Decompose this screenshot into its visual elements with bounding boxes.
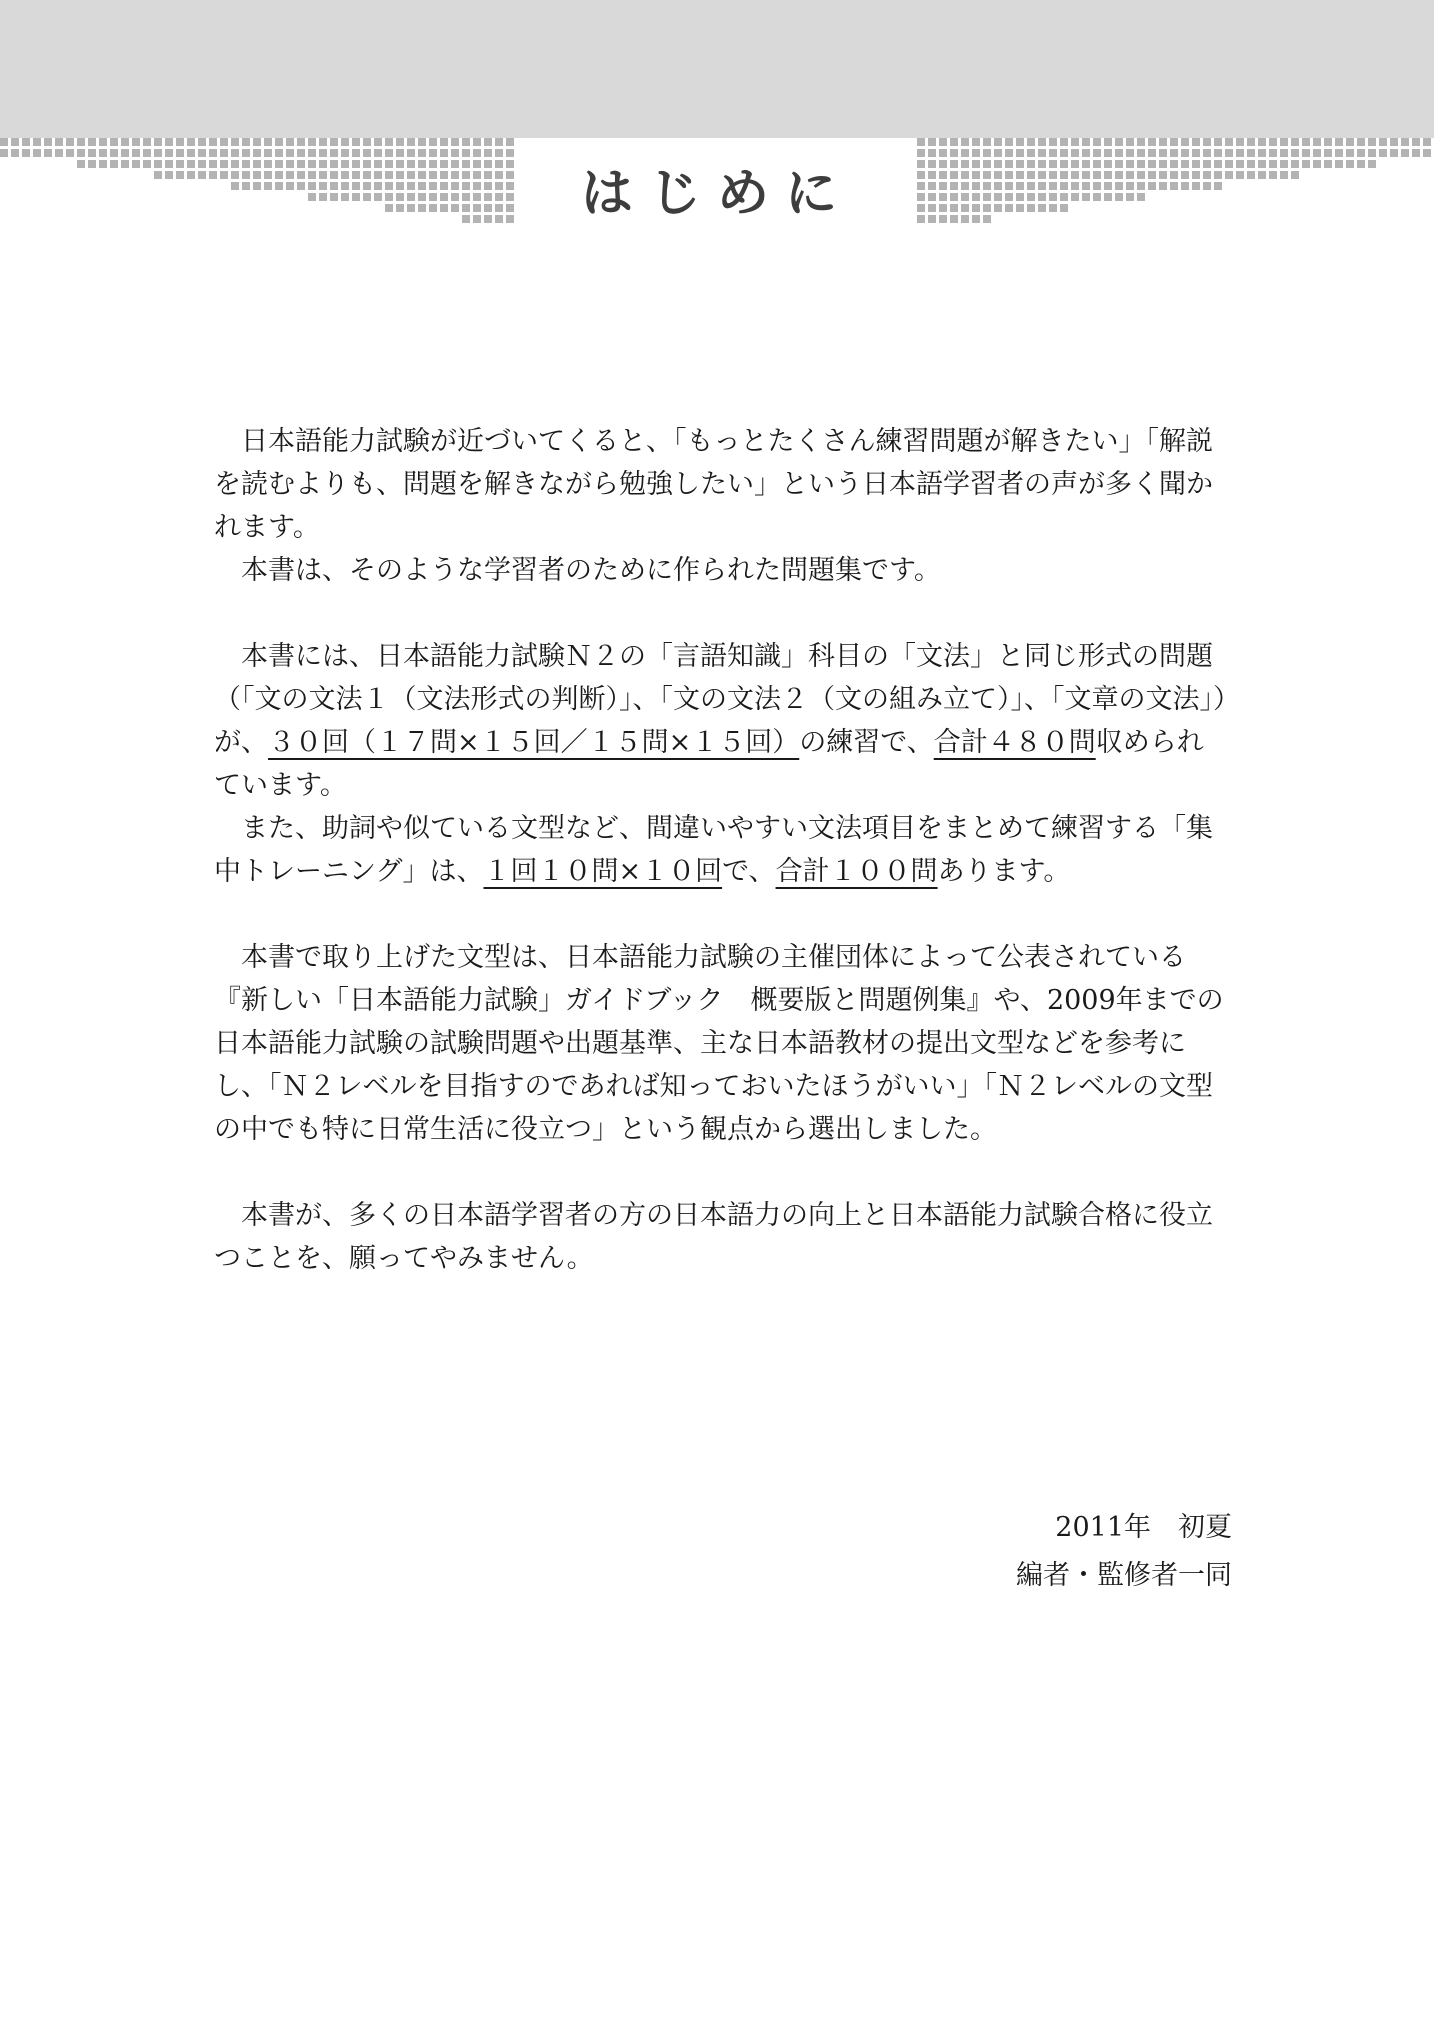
dot-cell <box>1379 138 1387 146</box>
dot-cell <box>961 138 969 146</box>
dot-cell <box>1060 138 1068 146</box>
text-run: 日本語能力試験が近づいてくると、「もっとたくさん練習問題が解きたい」「解説を読むよりも、問題を解きながら勉強したい」という日本語学習者の声が多く聞かれます。 <box>214 426 1213 543</box>
dot-cell <box>154 138 162 146</box>
dot-cell <box>165 138 173 146</box>
paragraph <box>214 549 1230 592</box>
dot-cell <box>308 138 316 146</box>
text-run: また、助詞や似ている文型など、間違いやすい文法項目をまとめて練習する「集中トレーニング」は、 <box>214 813 1213 887</box>
signature-author: 編者・監修者一同 <box>1016 1560 1232 1591</box>
dot-cell <box>440 138 448 146</box>
paragraph <box>214 420 1230 549</box>
dot-cell <box>1126 138 1134 146</box>
dot-cell <box>1082 138 1090 146</box>
paragraph-spacer <box>214 1151 1230 1194</box>
dot-cell <box>983 138 991 146</box>
dot-cell <box>506 138 514 146</box>
paragraph <box>214 635 1230 807</box>
dot-cell <box>1016 138 1024 146</box>
dot-cell <box>1038 138 1046 146</box>
dot-cell <box>451 138 459 146</box>
text-run: 本書で取り上げた文型は、日本語能力試験の主催団体によって公表されている『新しい「日本語能力試験」ガイドブック 概要版と問題例集』や、2009年までの日本語能力試験の試験問題や出題基準、主な日本語教材の提出文型などを参考にし、「Ｎ２レベルを目指すのであれば知っておいたほうがいい」「Ｎ２レベルの文型の中でも特に日常生活に役立つ」という観点から選出しました。 <box>214 942 1224 1145</box>
dot-cell <box>99 138 107 146</box>
dot-cell <box>88 138 96 146</box>
dot-cell <box>928 138 936 146</box>
paragraph <box>214 936 1230 1151</box>
dot-cell <box>1346 138 1354 146</box>
dot-cell <box>198 138 206 146</box>
dot-cell <box>1005 138 1013 146</box>
dot-cell <box>1181 138 1189 146</box>
body-text <box>214 420 1230 1280</box>
dot-cell <box>1390 138 1398 146</box>
dot-cell <box>341 138 349 146</box>
page-title: はじめに <box>580 164 853 224</box>
dot-cell <box>1027 138 1035 146</box>
dot-cell <box>77 138 85 146</box>
dot-cell <box>1192 138 1200 146</box>
dot-cell <box>1313 138 1321 146</box>
paragraph-spacer <box>214 592 1230 635</box>
paragraph <box>214 1194 1230 1280</box>
dot-cell <box>374 138 382 146</box>
dot-cell <box>1291 138 1299 146</box>
signature-date: 2011年 初夏 <box>1055 1512 1232 1543</box>
dot-cell <box>11 138 19 146</box>
header-band <box>0 0 1434 138</box>
underlined-text: １回１０問×１０回 <box>483 856 723 887</box>
dot-cell <box>972 138 980 146</box>
dot-cell <box>1324 138 1332 146</box>
dot-cell <box>297 138 305 146</box>
dot-cell <box>1049 138 1057 146</box>
dot-cell <box>1335 138 1343 146</box>
dot-cell <box>121 138 129 146</box>
dot-cell <box>1423 138 1431 146</box>
text-run: 本書は、そのような学習者のために作られた問題集です。 <box>241 555 941 586</box>
dot-cell <box>231 138 239 146</box>
dot-cell <box>253 138 261 146</box>
dot-cell <box>939 138 947 146</box>
dot-cell <box>66 138 74 146</box>
dot-cell <box>0 138 8 146</box>
dot-cell <box>132 138 140 146</box>
dot-cell <box>330 138 338 146</box>
dot-cell <box>418 138 426 146</box>
dot-cell <box>917 138 925 146</box>
dot-cell <box>220 138 228 146</box>
underlined-text: 合計１００問 <box>775 856 938 887</box>
signature <box>1016 1504 1232 1600</box>
dot-cell <box>1269 138 1277 146</box>
dot-cell <box>1280 138 1288 146</box>
dot-cell <box>363 138 371 146</box>
dot-cell <box>1247 138 1255 146</box>
text-run: 収められています。 <box>214 727 1204 801</box>
dot-cell <box>1368 138 1376 146</box>
dot-cell <box>396 138 404 146</box>
dot-cell <box>1258 138 1266 146</box>
dot-cell <box>385 138 393 146</box>
dot-cell <box>1214 138 1222 146</box>
dot-cell <box>994 138 1002 146</box>
dot-cell <box>143 138 151 146</box>
dot-cell <box>1357 138 1365 146</box>
dot-cell <box>44 138 52 146</box>
paragraph <box>214 807 1230 893</box>
dot-cell <box>1401 138 1409 146</box>
dot-cell <box>110 138 118 146</box>
dot-cell <box>473 138 481 146</box>
dot-cell <box>352 138 360 146</box>
dot-cell <box>187 138 195 146</box>
underlined-text: ３０回（１７問×１５回／１５問×１５回） <box>268 727 800 758</box>
text-run: 本書には、日本語能力試験Ｎ２の「言語知識」科目の「文法」と同じ形式の問題（「文の文法１（文法形式の判断）」、「文の文法２（文の組み立て）」、「文章の文法」）が、 <box>214 641 1227 758</box>
dot-cell <box>495 138 503 146</box>
dot-cell <box>950 138 958 146</box>
dot-cell <box>319 138 327 146</box>
paragraph-spacer <box>214 893 1230 936</box>
dot-cell <box>1115 138 1123 146</box>
dot-cell <box>1093 138 1101 146</box>
dot-cell <box>275 138 283 146</box>
dot-cell <box>1225 138 1233 146</box>
dot-cell <box>1159 138 1167 146</box>
text-run: で、 <box>722 856 776 887</box>
dot-cell <box>1104 138 1112 146</box>
dot-cell <box>462 138 470 146</box>
dot-cell <box>407 138 415 146</box>
dot-cell <box>1412 138 1420 146</box>
dot-cell <box>242 138 250 146</box>
dot-cell <box>1148 138 1156 146</box>
dot-cell <box>1170 138 1178 146</box>
dot-cell <box>429 138 437 146</box>
text-run: の練習で、 <box>799 727 934 758</box>
dot-cell <box>286 138 294 146</box>
dot-cell <box>33 138 41 146</box>
dot-cell <box>484 138 492 146</box>
dot-cell <box>209 138 217 146</box>
dot-cell <box>1302 138 1310 146</box>
dot-cell <box>1071 138 1079 146</box>
dot-cell <box>22 138 30 146</box>
dot-cell <box>264 138 272 146</box>
dot-cell <box>55 138 63 146</box>
text-run: あります。 <box>937 856 1071 887</box>
dot-cell <box>1236 138 1244 146</box>
dot-cell <box>176 138 184 146</box>
dot-cell <box>1203 138 1211 146</box>
underlined-text: 合計４８０問 <box>933 727 1096 758</box>
text-run: 本書が、多くの日本語学習者の方の日本語力の向上と日本語能力試験合格に役立つことを、願ってやみません。 <box>214 1200 1213 1274</box>
dot-cell <box>1137 138 1145 146</box>
